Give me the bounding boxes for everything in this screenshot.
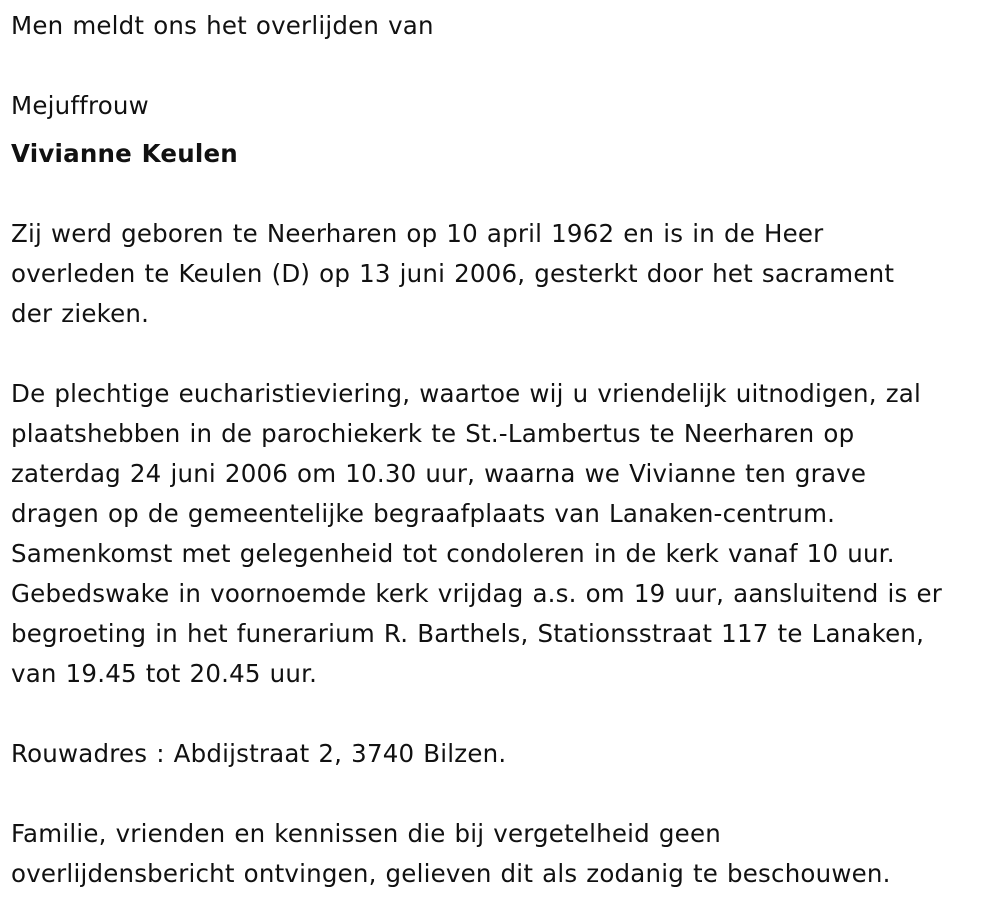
- intro-text: Men meldt ons het overlijden van: [11, 11, 434, 40]
- paragraph-line: zaterdag 24 juni 2006 om 10.30 uur, waarna we Vivianne ten grave: [11, 459, 867, 488]
- paragraph-line: plaatshebben in de parochiekerk te St.-Lambertus te Neerharen op: [11, 419, 855, 448]
- deceased-name: Vivianne Keulen: [11, 139, 238, 168]
- mourning-address: Rouwadres : Abdijstraat 2, 3740 Bilzen.: [11, 739, 507, 768]
- ceremony-paragraph: [11, 374, 991, 694]
- paragraph-line: van 19.45 tot 20.45 uur.: [11, 659, 318, 688]
- title-text: Mejuffrouw: [11, 91, 149, 120]
- spacer: [11, 174, 991, 214]
- birth-paragraph: [11, 214, 991, 334]
- death-notice: [11, 6, 991, 894]
- paragraph-line: Samenkomst met gelegenheid tot condoleren in de kerk vanaf 10 uur.: [11, 539, 895, 568]
- spacer: [11, 694, 991, 734]
- paragraph-line: overleden te Keulen (D) op 13 juni 2006, gesterkt door het sacrament: [11, 259, 895, 288]
- paragraph-line: overlijdensbericht ontvingen, gelieven dit als zodanig te beschouwen.: [11, 859, 891, 888]
- paragraph-line: begroeting in het funerarium R. Barthels, Stationsstraat 117 te Lanaken,: [11, 619, 925, 648]
- spacer: [11, 126, 991, 134]
- spacer: [11, 774, 991, 814]
- paragraph-line: Familie, vrienden en kennissen die bij vergetelheid geen: [11, 819, 721, 848]
- paragraph-line: der zieken.: [11, 299, 150, 328]
- spacer: [11, 46, 991, 86]
- paragraph-line: dragen op de gemeentelijke begraafplaats van Lanaken-centrum.: [11, 499, 836, 528]
- paragraph-line: Gebedswake in voornoemde kerk vrijdag a.s. om 19 uur, aansluitend is er: [11, 579, 943, 608]
- spacer: [11, 334, 991, 374]
- paragraph-line: De plechtige eucharistieviering, waartoe wij u vriendelijk uitnodigen, zal: [11, 379, 922, 408]
- closing-paragraph: [11, 814, 991, 894]
- paragraph-line: Zij werd geboren te Neerharen op 10 april 1962 en is in de Heer: [11, 219, 824, 248]
